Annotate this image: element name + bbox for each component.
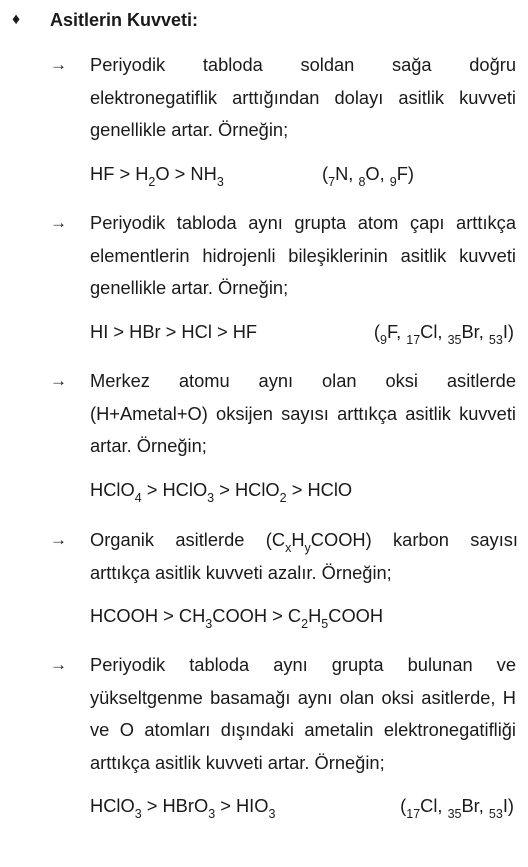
text-segment: Organik asitlerde (C — [90, 529, 286, 550]
subscript: 7 — [328, 174, 336, 189]
arrow-bullet-icon: → — [50, 213, 67, 232]
text-segment: N, — [335, 162, 359, 184]
example-atoms — [322, 161, 414, 187]
text-segment: Br, — [461, 320, 489, 342]
text-segment: Cl, — [420, 795, 448, 816]
arrow-bullet-icon: → — [50, 530, 67, 549]
text-segment: F) — [396, 162, 414, 184]
text-segment: COOH — [328, 605, 384, 626]
rule-item-2 — [0, 207, 528, 345]
diamond-bullet-icon: ♦ — [12, 11, 21, 28]
subscript: 17 — [406, 807, 421, 821]
subscript: 2 — [279, 490, 287, 505]
text-segment: COOH > C — [212, 605, 302, 626]
section-heading — [12, 6, 198, 34]
example-formula — [90, 603, 383, 629]
rule-text: Periyodik tabloda aynı grupta bulunan ve yükseltgenme basamağı aynı olan oksi asitlerde, H ve O atomları dışındaki ametalin elektronegatifliği arttıkça asitlik kuvveti artar. Örneğin; — [90, 654, 516, 773]
rule-item-4 — [0, 524, 528, 629]
subscript: 8 — [358, 174, 366, 189]
subscript: 3 — [208, 807, 216, 821]
text-segment: HI > HBr > HCl > HF — [90, 320, 258, 342]
text-segment: > HClO — [214, 478, 280, 500]
example-formula — [90, 319, 257, 345]
text-segment: > HClO — [286, 478, 353, 500]
arrow-bullet-icon: → — [50, 371, 67, 390]
text-segment: HClO — [90, 478, 135, 500]
arrow-bullet-icon: → — [50, 655, 67, 674]
subscript: 35 — [447, 807, 462, 821]
text-segment: > HClO — [141, 478, 208, 500]
example-formula — [90, 793, 275, 819]
section-title: Asitlerin Kuvveti: — [50, 9, 199, 30]
subscript: 53 — [488, 332, 503, 347]
rule-item-1 — [0, 49, 528, 187]
subscript: y — [304, 541, 311, 555]
subscript: 5 — [321, 617, 329, 631]
text-segment: > HIO — [215, 795, 269, 816]
subscript: 4 — [134, 490, 142, 505]
example-line — [90, 603, 514, 629]
rule-text: Periyodik tabloda aynı grupta atom çapı arttıkça elementlerin hidrojenli bileşiklerinin asitlik kuvveti genellikle artar. Örneğin; — [90, 212, 516, 298]
rule-text — [90, 524, 518, 589]
subscript: 9 — [389, 174, 397, 189]
text-segment: O > NH — [155, 162, 217, 184]
rule-text: Merkez atomu aynı olan oksi asitlerde (H+Ametal+O) oksijen sayısı arttıkça asitlik kuvveti artar. Örneğin; — [90, 370, 516, 456]
example-line — [90, 161, 514, 187]
rule-text: Periyodik tabloda soldan sağa doğru elektronegatiflik arttığından dolayı asitlik kuvveti genellikle artar. Örneğin; — [90, 54, 516, 140]
text-segment: COOH) karbon sayısı arttıkça asitlik kuvveti azalır. Örneğin; — [90, 529, 518, 583]
example-line — [90, 477, 514, 503]
text-segment: HClO — [90, 795, 135, 816]
text-segment: ( — [373, 320, 380, 342]
text-segment: HCOOH > CH — [90, 605, 206, 626]
example-line — [90, 793, 514, 819]
text-segment: HF > H — [90, 162, 149, 184]
text-segment: ( — [322, 162, 329, 184]
text-segment: Br, — [461, 795, 489, 816]
subscript: 3 — [207, 490, 215, 505]
subscript: 3 — [134, 807, 142, 821]
subscript: 2 — [301, 617, 309, 631]
subscript: x — [285, 541, 292, 555]
text-segment: H — [291, 529, 305, 550]
rule-item-3 — [0, 365, 528, 503]
subscript: 3 — [216, 174, 224, 189]
example-formula — [90, 161, 224, 187]
text-segment: F, — [386, 320, 407, 342]
subscript: 2 — [148, 174, 156, 189]
subscript: 17 — [406, 332, 421, 347]
example-formula — [90, 477, 352, 503]
subscript: 3 — [205, 617, 213, 631]
example-line — [90, 319, 514, 345]
subscript: 9 — [379, 332, 387, 347]
arrow-bullet-icon: → — [50, 55, 67, 74]
subscript: 3 — [268, 807, 276, 821]
rule-item-5 — [0, 649, 528, 819]
text-segment: Cl, — [420, 320, 448, 342]
text-segment: ( — [400, 795, 407, 816]
text-segment: > HBrO — [141, 795, 209, 816]
example-atoms — [374, 319, 514, 345]
example-atoms — [400, 793, 514, 819]
text-segment: I) — [502, 795, 514, 816]
text-segment: O, — [365, 162, 390, 184]
subscript: 35 — [447, 332, 462, 347]
text-segment: H — [308, 605, 322, 626]
text-segment: I) — [502, 320, 514, 342]
subscript: 53 — [488, 807, 503, 821]
